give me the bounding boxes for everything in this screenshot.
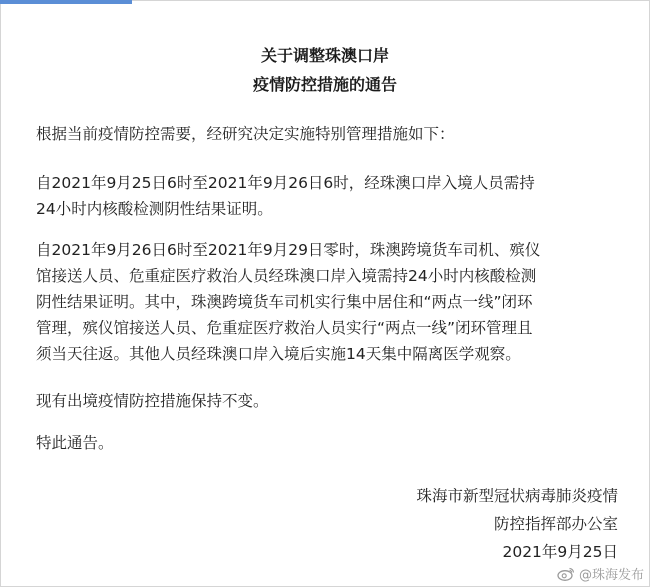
paragraph-3	[36, 388, 626, 414]
signature-line-2: 防控指挥部办公室	[493, 515, 618, 533]
intro-line: 根据当前疫情防控需要，经研究决定实施特别管理措施如下：	[36, 125, 455, 143]
title-line-2: 疫情防控措施的通告	[252, 75, 397, 94]
paragraph-3-line: 现有出境疫情防控措施保持不变。	[36, 392, 269, 410]
paragraph-1-line-2: 24小时内核酸检测阴性结果证明。	[36, 200, 273, 218]
intro-paragraph	[36, 121, 626, 147]
paragraph-1	[36, 170, 626, 222]
accent-bar	[0, 0, 132, 4]
title-line-1: 关于调整珠澳口岸	[260, 46, 389, 65]
paragraph-2	[36, 237, 626, 367]
paragraph-2-line-2: 馆接送人员、危重症医疗救治人员经珠澳口岸入境需持24小时内核酸检测	[36, 267, 537, 285]
watermark-text: @珠海发布	[578, 568, 644, 583]
weibo-icon	[557, 567, 575, 581]
closing-line: 特此通告。	[36, 434, 114, 452]
paragraph-1-line-1: 自2021年9月25日6时至2021年9月26日6时，经珠澳口岸入境人员需持	[36, 174, 535, 192]
closing-paragraph	[36, 430, 626, 456]
signature-line-1: 珠海市新型冠状病毒肺炎疫情	[416, 487, 618, 505]
paragraph-2-line-1: 自2021年9月26日6时至2021年9月29日零时，珠澳跨境货车司机、殡仪	[36, 241, 541, 259]
paragraph-2-line-4: 管理，殡仪馆接送人员、危重症医疗救治人员实行“两点一线”闭环管理且	[36, 319, 533, 337]
paragraph-2-line-5: 须当天往返。其他人员经珠澳口岸入境后实施14天集中隔离医学观察。	[36, 345, 521, 363]
signature-date: 2021年9月25日	[502, 543, 618, 561]
weibo-watermark	[557, 564, 644, 583]
paragraph-2-line-3: 阴性结果证明。其中，珠澳跨境货车司机实行集中居住和“两点一线”闭环	[36, 293, 533, 311]
